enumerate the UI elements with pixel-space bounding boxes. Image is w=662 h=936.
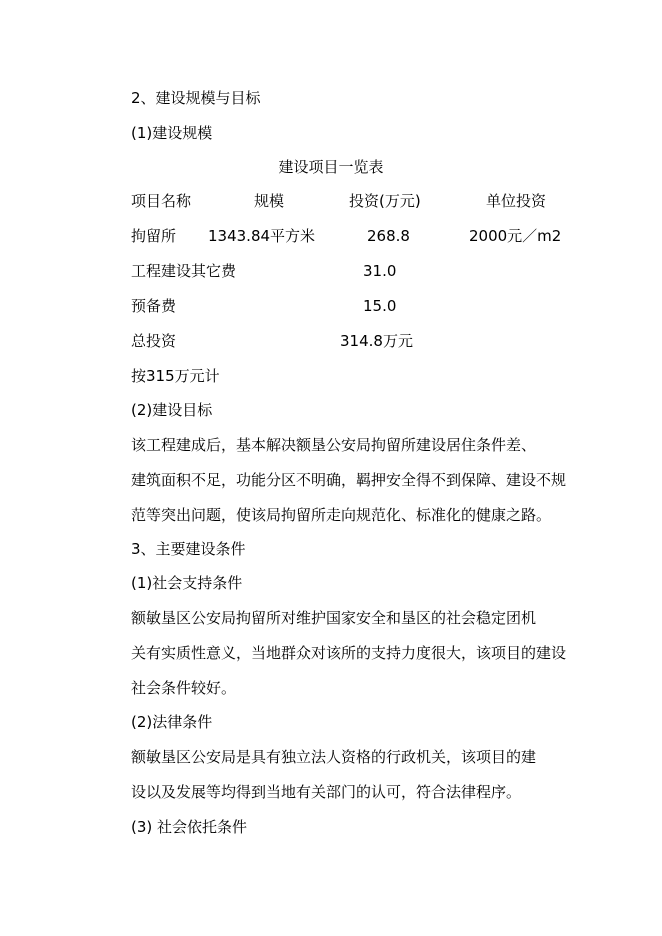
goal-paragraph-line: 范等突出问题，使该局拘留所走向规范化、标准化的健康之路。 bbox=[131, 506, 552, 524]
table-title: 建设项目一览表 bbox=[278, 158, 384, 176]
goal-paragraph-line: 该工程建成后，基本解决额垦公安局拘留所建设居住条件差、 bbox=[131, 436, 537, 454]
social-paragraph-line: 社会条件较好。 bbox=[131, 679, 237, 697]
table-cell-name: 预备费 bbox=[131, 297, 177, 315]
construction-scale-subheading: (1)建设规模 bbox=[131, 124, 213, 142]
table-cell-unit-investment: 2000元／m2 bbox=[469, 227, 562, 245]
table-cell-investment: 268.8 bbox=[367, 227, 410, 245]
table-header-scale: 规模 bbox=[254, 192, 285, 210]
social-paragraph-line: 额敏垦区公安局拘留所对维护国家安全和垦区的社会稳定团机 bbox=[131, 609, 537, 627]
social-reliance-subheading: (3) 社会依托条件 bbox=[131, 818, 248, 836]
table-cell-investment: 31.0 bbox=[363, 262, 397, 280]
table-cell-name: 工程建设其它费 bbox=[131, 262, 237, 280]
table-cell-name: 总投资 bbox=[131, 332, 177, 350]
table-header-item-name: 项目名称 bbox=[131, 192, 192, 210]
legal-paragraph-line: 额敏垦区公安局是具有独立法人资格的行政机关，该项目的建 bbox=[131, 748, 537, 766]
table-header-investment: 投资(万元) bbox=[349, 192, 421, 210]
social-paragraph-line: 关有实质性意义，当地群众对该所的支持力度很大，该项目的建设 bbox=[131, 644, 567, 662]
construction-goal-subheading: (2)建设目标 bbox=[131, 401, 213, 419]
section-3-heading: 3、主要建设条件 bbox=[131, 540, 246, 558]
table-cell-investment: 15.0 bbox=[363, 297, 397, 315]
goal-paragraph-line: 建筑面积不足，功能分区不明确，羁押安全得不到保障、建设不规 bbox=[131, 471, 567, 489]
table-cell-scale: 1343.84平方米 bbox=[208, 227, 316, 245]
legal-conditions-subheading: (2)法律条件 bbox=[131, 713, 213, 731]
table-header-unit-investment: 单位投资 bbox=[486, 192, 547, 210]
legal-paragraph-line: 设以及发展等均得到当地有关部门的认可，符合法律程序。 bbox=[131, 783, 522, 801]
table-cell-investment: 314.8万元 bbox=[340, 332, 413, 350]
social-support-subheading: (1)社会支持条件 bbox=[131, 574, 243, 592]
table-cell-name: 拘留所 bbox=[131, 227, 177, 245]
section-2-heading: 2、建设规模与目标 bbox=[131, 89, 261, 107]
table-note: 按315万元计 bbox=[131, 367, 220, 385]
